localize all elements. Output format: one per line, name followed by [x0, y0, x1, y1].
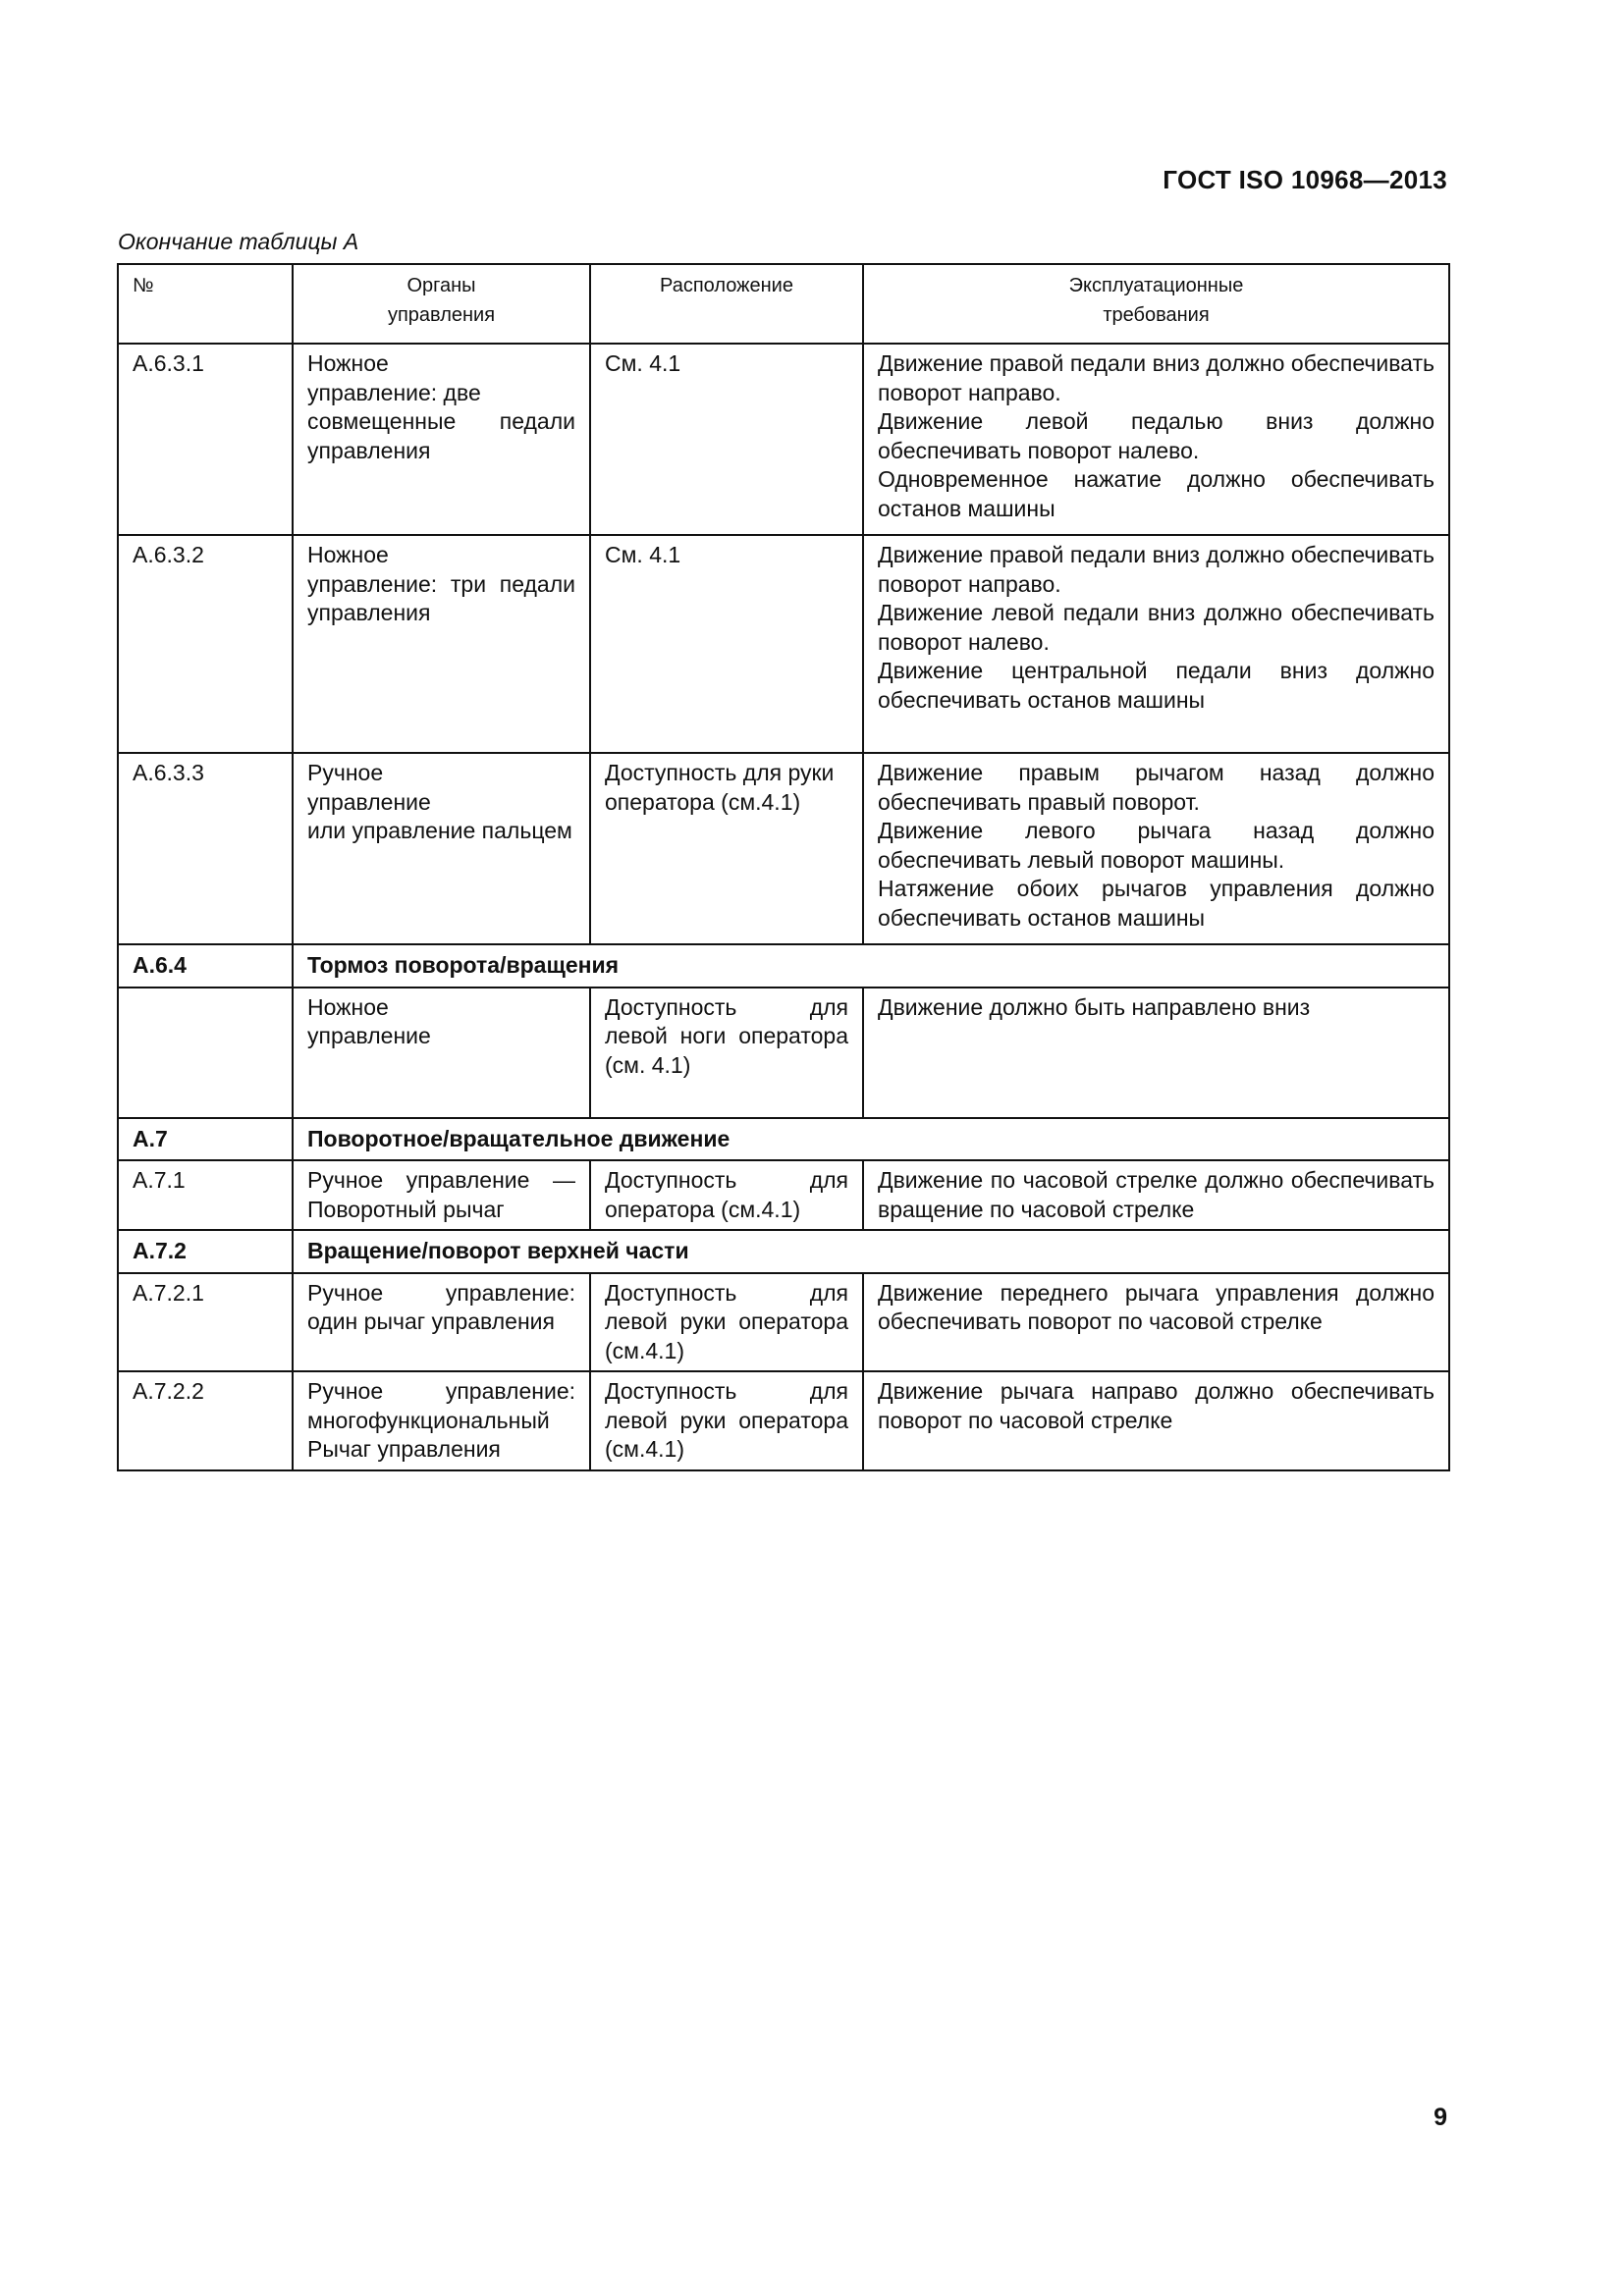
requirement-text: Движение правой педали вниз должно обеспечивать поворот направо.: [878, 542, 1435, 597]
row-requirements: [863, 535, 1449, 753]
section-row: [118, 944, 1449, 988]
controls-line: управление: две: [307, 379, 481, 405]
header-location: Расположение: [590, 264, 863, 344]
header-controls-line: Органы: [406, 275, 476, 296]
requirement-text: Натяжение обоих рычагов управления должно обеспечивать останов машины: [878, 876, 1435, 931]
header-num: №: [118, 264, 293, 344]
requirement-text: Движение правой педали вниз должно обеспечивать поворот направо.: [878, 350, 1435, 405]
section-title: Тормоз поворота/вращения: [293, 944, 1449, 988]
section-title: Поворотное/вращательное движение: [293, 1118, 1449, 1161]
row-requirements: Движение рычага направо должно обеспечивать поворот по часовой стрелке: [863, 1371, 1449, 1470]
table-row: [118, 1273, 1449, 1372]
controls-line: управление: [307, 1023, 431, 1048]
controls-line: совмещенные педали: [307, 408, 575, 434]
row-num: А.6.3.1: [118, 344, 293, 535]
row-controls: [293, 535, 590, 753]
header-controls-line: управления: [387, 304, 496, 326]
table-row: [118, 344, 1449, 535]
controls-line: многофункциональный: [307, 1407, 550, 1433]
section-num: А.6.4: [118, 944, 293, 988]
row-location: Доступность для левой руки оператора (см.4.1): [590, 1273, 863, 1372]
row-num: [118, 988, 293, 1118]
row-num: А.6.3.2: [118, 535, 293, 753]
header-requirements: [863, 264, 1449, 344]
location-line: Доступность для руки: [605, 760, 835, 785]
section-num: А.7.2: [118, 1230, 293, 1273]
row-location: [590, 753, 863, 944]
row-location: Доступность для оператора (см.4.1): [590, 1160, 863, 1230]
row-num: А.7.2.2: [118, 1371, 293, 1470]
controls-line: управление: три педали управления: [307, 570, 575, 625]
controls-line: управление: [307, 788, 431, 815]
row-location: См. 4.1: [590, 344, 863, 535]
controls-line: Рычаг управления: [307, 1436, 501, 1462]
table-row: [118, 988, 1449, 1118]
page-number: 9: [1434, 2104, 1447, 2131]
controls-line: Ножное: [307, 993, 389, 1020]
row-num: А.7.1: [118, 1160, 293, 1230]
section-title: Вращение/поворот верхней части: [293, 1230, 1449, 1273]
table-row: [118, 1160, 1449, 1230]
row-requirements: Движение должно быть направлено вниз: [863, 988, 1449, 1118]
section-num: А.7: [118, 1118, 293, 1161]
table-header-row: [118, 264, 1449, 344]
row-requirements: Движение по часовой стрелке должно обеспечивать вращение по часовой стрелке: [863, 1160, 1449, 1230]
requirement-text: Движение правым рычагом назад должно обеспечивать правый поворот.: [878, 760, 1435, 815]
row-location: Доступность для левой ноги оператора (см. 4.1): [590, 988, 863, 1118]
row-requirements: [863, 344, 1449, 535]
table-row: [118, 753, 1449, 944]
controls-line: Ножное: [307, 542, 389, 567]
controls-line: или управление пальцем: [307, 818, 572, 843]
row-controls: [293, 1371, 590, 1470]
header-requirements-line: Эксплуатационные: [1068, 275, 1244, 296]
row-controls: Ручное управление — Поворотный рычаг: [293, 1160, 590, 1230]
table-caption: Окончание таблицы А: [118, 229, 359, 254]
section-row: [118, 1230, 1449, 1273]
row-requirements: [863, 753, 1449, 944]
row-controls: Ручное управление: один рычаг управления: [293, 1273, 590, 1372]
requirement-text: Одновременное нажатие должно обеспечивать останов машины: [878, 466, 1435, 521]
controls-line: Ручное: [307, 760, 384, 785]
document-code: ГОСТ ISO 10968—2013: [1163, 165, 1447, 194]
header-controls: [293, 264, 590, 344]
row-controls: [293, 344, 590, 535]
header-requirements-line: требования: [1103, 304, 1210, 326]
section-row: [118, 1118, 1449, 1161]
requirement-text: Движение левой педалью вниз должно обеспечивать поворот налево.: [878, 408, 1435, 463]
controls-line: Ножное: [307, 350, 389, 376]
location-line: оператора (см.4.1): [605, 788, 801, 815]
table-row: [118, 535, 1449, 753]
controls-table: [117, 263, 1450, 1471]
row-location: Доступность для левой руки оператора (см.4.1): [590, 1371, 863, 1470]
row-num: А.7.2.1: [118, 1273, 293, 1372]
row-requirements: Движение переднего рычага управления должно обеспечивать поворот по часовой стрелке: [863, 1273, 1449, 1372]
row-controls: [293, 753, 590, 944]
requirement-text: Движение левого рычага назад должно обеспечивать левый поворот машины.: [878, 818, 1435, 873]
controls-line: управления: [307, 437, 431, 463]
controls-line: Ручное управление:: [307, 1378, 575, 1404]
table-row: [118, 1371, 1449, 1470]
requirement-text: Движение левой педали вниз должно обеспечивать поворот налево.: [878, 600, 1435, 655]
row-num: А.6.3.3: [118, 753, 293, 944]
requirement-text: Движение центральной педали вниз должно обеспечивать останов машины: [878, 658, 1435, 713]
row-controls: [293, 988, 590, 1118]
row-location: См. 4.1: [590, 535, 863, 753]
